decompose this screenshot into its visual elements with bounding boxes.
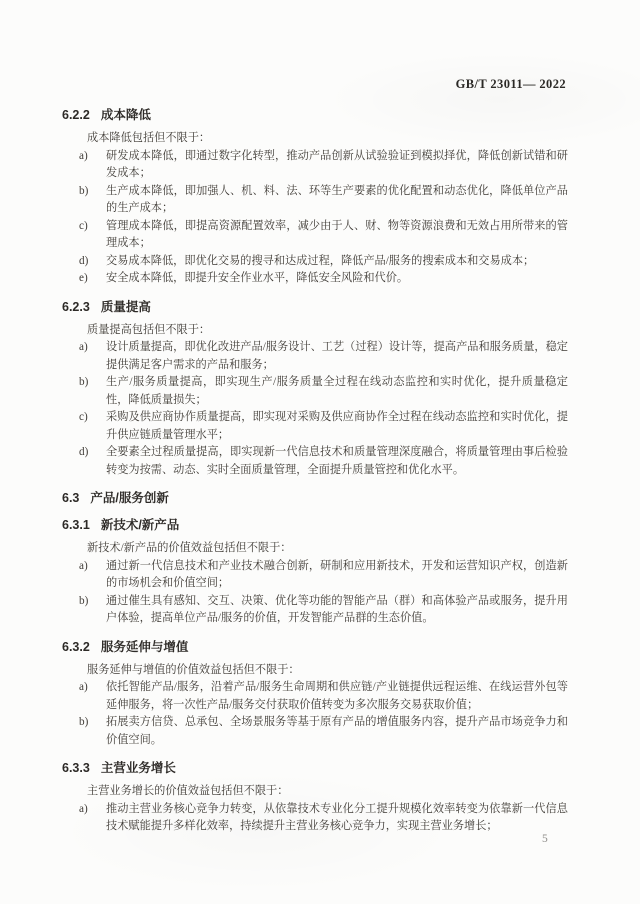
list-item-label: c): [79, 411, 88, 423]
section-6-3-1: [62, 518, 568, 628]
list-item-text: 全要素全过程质量提高，即实现新一代信息技术和质量管理深度融合，将质量管理由事后检验转变为按需、动态、实时全面质量管理，全面提升质量管控和优化水平。: [106, 446, 568, 476]
section-list: [62, 148, 568, 288]
list-item-label: b): [79, 376, 89, 388]
standard-code-header: GB/T 23011— 2022: [455, 77, 566, 91]
list-item-text: 推动主营业务核心竞争力转变，从依靠技术专业化分工提升规模化效率转变为依靠新一代信息技术赋能提升多样化效率，持续提升主营业务核心竞争力，实现主营业务增长；: [106, 802, 568, 832]
list-item-label: a): [79, 559, 88, 572]
list-item-text: 生产/服务质量提高，即实现生产/服务质量全过程在线动态监控和实时优化，提升质量稳定性，降低质量损失；: [106, 376, 568, 406]
section-number: 6.2.2: [62, 108, 90, 122]
page-number: 5: [542, 833, 548, 845]
list-item-text: 研发成本降低，即通过数字化转型，推动产品创新从试验验证到模拟择优，降低创新试错和研发成本；: [106, 149, 568, 179]
list-item-text: 通过催生具有感知、交互、决策、优化等功能的智能产品（群）和高体验产品或服务，提升用户体验，提高单位产品/服务的价值，开发智能产品群的生态价值。: [106, 594, 568, 624]
section-title: 成本降低: [100, 108, 151, 122]
list-item-text: 采购及供应商协作质量提高，即实现对采购及供应商协作全过程在线动态监控和实时优化，提升供应链质量管理水平；: [106, 411, 568, 441]
list-item: [62, 374, 568, 409]
list-item-label: b): [79, 594, 89, 607]
list-item-text: 通过新一代信息技术和产业技术融合创新，研制和应用新技术，开发和运营知识产权，创造新的市场机会和价值空间；: [106, 559, 568, 589]
list-item-label: d): [79, 446, 89, 458]
list-item-label: a): [79, 341, 88, 353]
list-item: [62, 409, 568, 444]
section-number: 6.3.1: [62, 518, 90, 532]
list-item-label: b): [79, 184, 89, 197]
list-item: [62, 593, 568, 628]
section-number: 6.3.2: [62, 639, 90, 654]
section-6-3-3: [62, 761, 568, 836]
list-item-label: d): [79, 254, 89, 267]
list-item: [62, 183, 568, 218]
section-intro: 服务延伸与增值的价值效益包括但不限于：: [87, 663, 300, 676]
list-item-text: 交易成本降低，即优化交易的搜寻和达成过程，降低产品/服务的搜索成本和交易成本；: [106, 254, 535, 267]
list-item: [62, 218, 568, 253]
section-number: 6.3: [62, 491, 80, 505]
section-title: 质量提高: [100, 299, 151, 314]
section-list: [62, 679, 568, 749]
list-item-text: 拓展卖方信贷、总承包、全场景服务等基于原有产品的增值服务内容，提升产品市场竞争力和价值空间。: [106, 716, 568, 746]
section-title: 服务延伸与增值: [100, 639, 189, 654]
list-item: [62, 339, 568, 374]
section-list: [62, 339, 568, 479]
list-item: [62, 714, 568, 749]
list-item-label: a): [79, 802, 88, 815]
list-item: [62, 253, 568, 271]
list-item-label: a): [79, 681, 88, 693]
list-item: [62, 679, 568, 714]
list-item-label: b): [79, 716, 89, 728]
section-heading: [62, 108, 568, 123]
section-title: 产品/服务创新: [90, 491, 169, 505]
section-intro: 主营业务增长的价值效益包括但不限于：: [87, 785, 289, 797]
section-6-3: [62, 491, 568, 506]
list-item-label: c): [79, 219, 88, 232]
list-item-text: 管理成本降低，即提高资源配置效率，减少由于人、财、物等资源浪费和无效占用所带来的管理成本；: [106, 219, 568, 249]
section-number: 6.3.3: [62, 761, 90, 775]
list-item-text: 安全成本降低，即提升安全作业水平，降低安全风险和代价。: [106, 272, 409, 284]
list-item-text: 依托智能产品/服务，沿着产品/服务生命周期和供应链/产业链提供远程运维、在线运营外包等延伸服务，将一次性产品/服务交付获取价值转变为多次服务交易获取价值；: [106, 681, 568, 711]
section-6-2-2: [62, 108, 568, 288]
section-6-3-2: [62, 640, 568, 750]
section-heading: [62, 640, 568, 655]
section-heading: [62, 518, 568, 533]
list-item: [62, 270, 568, 288]
list-item-label: a): [79, 149, 88, 162]
section-intro: 新技术/新产品的价值效益包括但不限于：: [87, 542, 292, 554]
section-heading: [62, 761, 568, 776]
section-heading: [62, 491, 568, 506]
section-intro: 质量提高包括但不限于：: [87, 323, 211, 336]
list-item-label: e): [79, 272, 88, 284]
section-list: [62, 558, 568, 628]
section-heading: [62, 300, 568, 315]
list-item: [62, 444, 568, 479]
section-6-2-3: [62, 300, 568, 480]
list-item-text: 设计质量提高，即优化改进产品/服务设计、工艺（过程）设计等，提高产品和服务质量，稳定提供满足客户需求的产品和服务；: [106, 341, 568, 371]
list-item: [62, 801, 568, 836]
section-title: 新技术/新产品: [100, 518, 180, 532]
section-intro: 成本降低包括但不限于：: [87, 132, 211, 144]
list-item: [62, 558, 568, 593]
list-item-text: 生产成本降低，即加强人、机、料、法、环等生产要素的优化配置和动态优化，降低单位产品的生产成本；: [106, 184, 568, 214]
section-number: 6.2.3: [62, 299, 90, 314]
section-title: 主营业务增长: [100, 761, 176, 775]
list-item: [62, 148, 568, 183]
page-content: [62, 108, 568, 836]
section-list: [62, 801, 568, 836]
